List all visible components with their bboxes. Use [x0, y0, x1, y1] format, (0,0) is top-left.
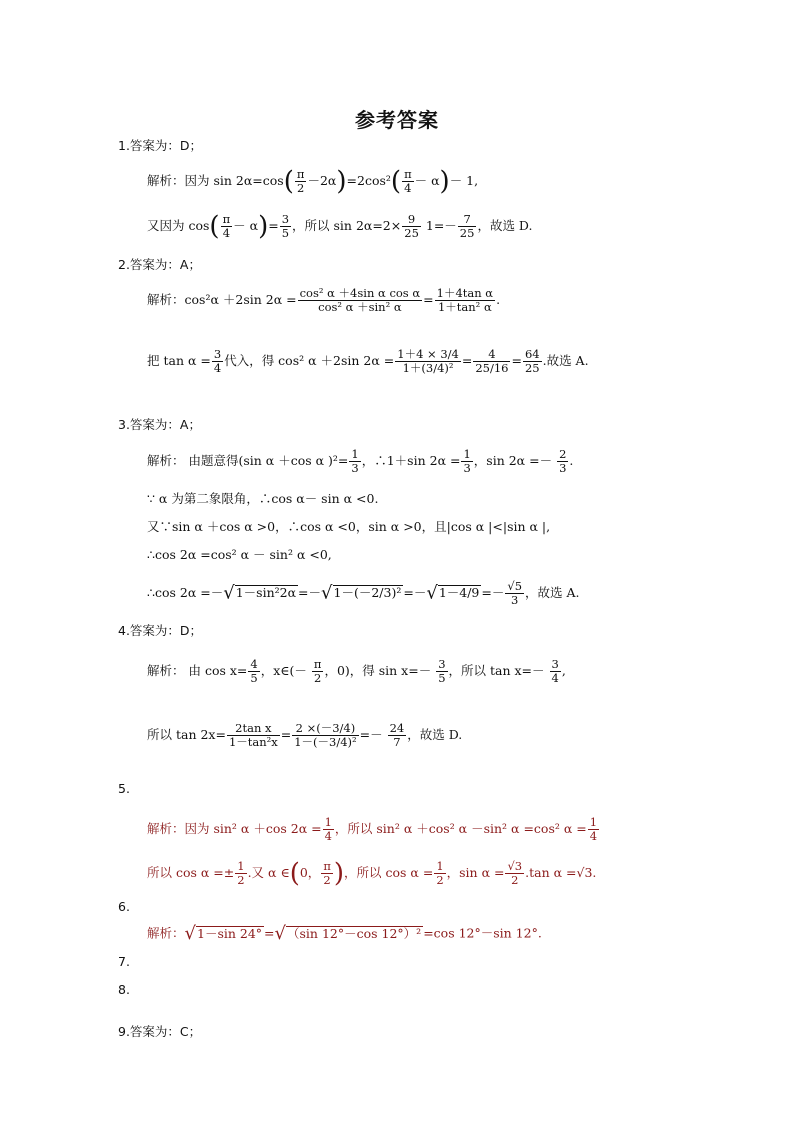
fraction: $\frac{1}{4}$ [324, 815, 332, 844]
q3-solution-line-4: ∴cos 2α =cos² α － sin² α <0, [147, 547, 332, 562]
fraction: $\frac{24}{7}$ [389, 721, 405, 750]
q5-heading: 5. [118, 781, 130, 796]
q2-heading: 2.答案为：A； [118, 257, 201, 272]
q4-heading: 4.答案为：D； [118, 623, 203, 638]
fraction: $\frac{1+4 \times 3/4}{\text{1＋(3/4)²}}$ [397, 347, 459, 376]
q4-solution-line-2: 所以 tan 2x= $\frac{\text{2tan x}}{\text{1－tan²x}}$ = $\frac{2 \times(-3/4)}{\text{1－(－3/4)²}}$ =－ $\frac{24}{7}$ ，故选 D. [147, 721, 463, 750]
fraction: $\frac{1}{4}$ [589, 815, 598, 844]
fraction: $\frac{\pi}{2}$ [323, 859, 331, 888]
q3-solution-line-5: ∴cos 2α =－√1－sin²2α =－√1－(－2/3)² =－√1－4/9 =－ $\frac{√5}{3}$ ，故选 A. [147, 579, 580, 608]
fraction: $\frac{1}{2}$ [237, 859, 245, 888]
fraction: $\frac{9}{25}$ [404, 212, 419, 241]
fraction: $\frac{√5}{3}$ [507, 579, 523, 608]
q6-solution-line: 解析：√1－sin 24° =√（sin 12°－cos 12°）² =cos 12°－sin 12°. [147, 923, 542, 944]
fraction: $\frac{1}{3}$ [463, 447, 471, 476]
q5-solution-line-2: 所以 cos α =± $\frac{1}{2}$ .又 α ∈(0， $\frac{\pi}{2}$ )，所以 cos α = $\frac{1}{2}$ ，sin α = $\frac{√3}{2}$ .tan α =√3. [147, 858, 597, 889]
fraction: $\frac{4}{5}$ [250, 657, 258, 686]
q3-solution-line-3: 又∵sin α ＋cos α >0，∴cos α <0，sin α >0，且|cos α |<|sin α |, [147, 519, 551, 534]
fraction: $\frac{\text{1＋4tan α}}{\text{1＋tan² α}}$ [436, 286, 494, 315]
q3-solution-line-2: ∵ α 为第二象限角，∴cos α－ sin α <0. [147, 491, 379, 506]
q4-solution-line-1: 解析： 由 cos x= $\frac{4}{5}$ ，x∈(－ $\frac{\pi}{2}$ ，0)，得 sin x=－ $\frac{3}{5}$ ，所以 tan x=－ $\frac{3}{4}$ , [147, 657, 566, 686]
fraction: $\frac{3}{5}$ [281, 212, 290, 241]
q9-heading: 9.答案为：C； [118, 1024, 202, 1039]
page-title: 参考答案 [355, 108, 439, 132]
fraction: $\frac{2 \times(-3/4)}{\text{1－(－3/4)²}}$ [294, 721, 357, 750]
q1-solution-line-2: 又因为 cos( $\frac{\pi}{4}$ － α)= $\frac{3}{5}$ ，所以 sin 2α=2× $\frac{9}{25}$ 1=－ $\frac{7}{25}$ ，故选 D. [147, 211, 533, 242]
fraction: $\frac{\pi}{2}$ [296, 167, 305, 196]
fraction: $\frac{4}{25/16}$ [475, 347, 509, 376]
fraction: $\frac{1}{2}$ [436, 859, 444, 888]
q2-solution-line-1: 解析：cos²α ＋2sin 2α = $\frac{\text{cos² α ＋4sin α cos α}}{\text{cos² α ＋sin² α}}$ = $\frac{\text{1＋4tan α}}{\text{1＋tan² α}}$ . [147, 286, 501, 315]
fraction: $\frac{\pi}{4}$ [404, 167, 412, 196]
fraction: $\frac{√3}{2}$ [507, 859, 523, 888]
q2-solution-line-2: 把 tan α = $\frac{3}{4}$ 代入，得 cos² α ＋2sin 2α = $\frac{1+4 \times 3/4}{\text{1＋(3/4)²}}$ = $\frac{4}{25/16}$ = $\frac{64}{25}$ .故选 A. [147, 347, 589, 376]
fraction: $\frac{7}{25}$ [459, 212, 475, 241]
q1-solution-line-1: 解析：因为 sin 2α=cos( $\frac{\pi}{2}$ －2α)=2cos²( $\frac{\pi}{4}$ － α)－ 1, [147, 166, 479, 197]
fraction: $\frac{\text{cos² α ＋4sin α cos α}}{\text{cos² α ＋sin² α}}$ [299, 286, 421, 315]
fraction: $\frac{2}{3}$ [559, 447, 567, 476]
fraction: $\frac{3}{4}$ [551, 657, 559, 686]
fraction: $\frac{3}{4}$ [213, 347, 222, 376]
q8-heading: 8. [118, 982, 130, 997]
fraction: $\frac{\text{2tan x}}{\text{1－tan²x}}$ [228, 721, 278, 750]
fraction: $\frac{\pi}{2}$ [313, 657, 322, 686]
fraction: $\frac{3}{5}$ [438, 657, 446, 686]
q3-heading: 3.答案为：A； [118, 417, 201, 432]
fraction: $\frac{1}{3}$ [351, 447, 359, 476]
q3-solution-line-1: 解析： 由题意得(sin α ＋cos α )²= $\frac{1}{3}$ ，∴1＋sin 2α = $\frac{1}{3}$ ，sin 2α =－ $\frac{2}{3}$ . [147, 447, 574, 476]
q7-heading: 7. [118, 954, 130, 969]
fraction: $\frac{64}{25}$ [524, 347, 540, 376]
fraction: $\frac{\pi}{4}$ [222, 212, 231, 241]
q6-heading: 6. [118, 899, 130, 914]
q5-solution-line-1: 解析：因为 sin² α ＋cos 2α = $\frac{1}{4}$ ，所以 sin² α ＋cos² α －sin² α =cos² α = $\frac{1}{4}$ [147, 815, 598, 844]
q1-heading: 1.答案为：D； [118, 138, 203, 153]
